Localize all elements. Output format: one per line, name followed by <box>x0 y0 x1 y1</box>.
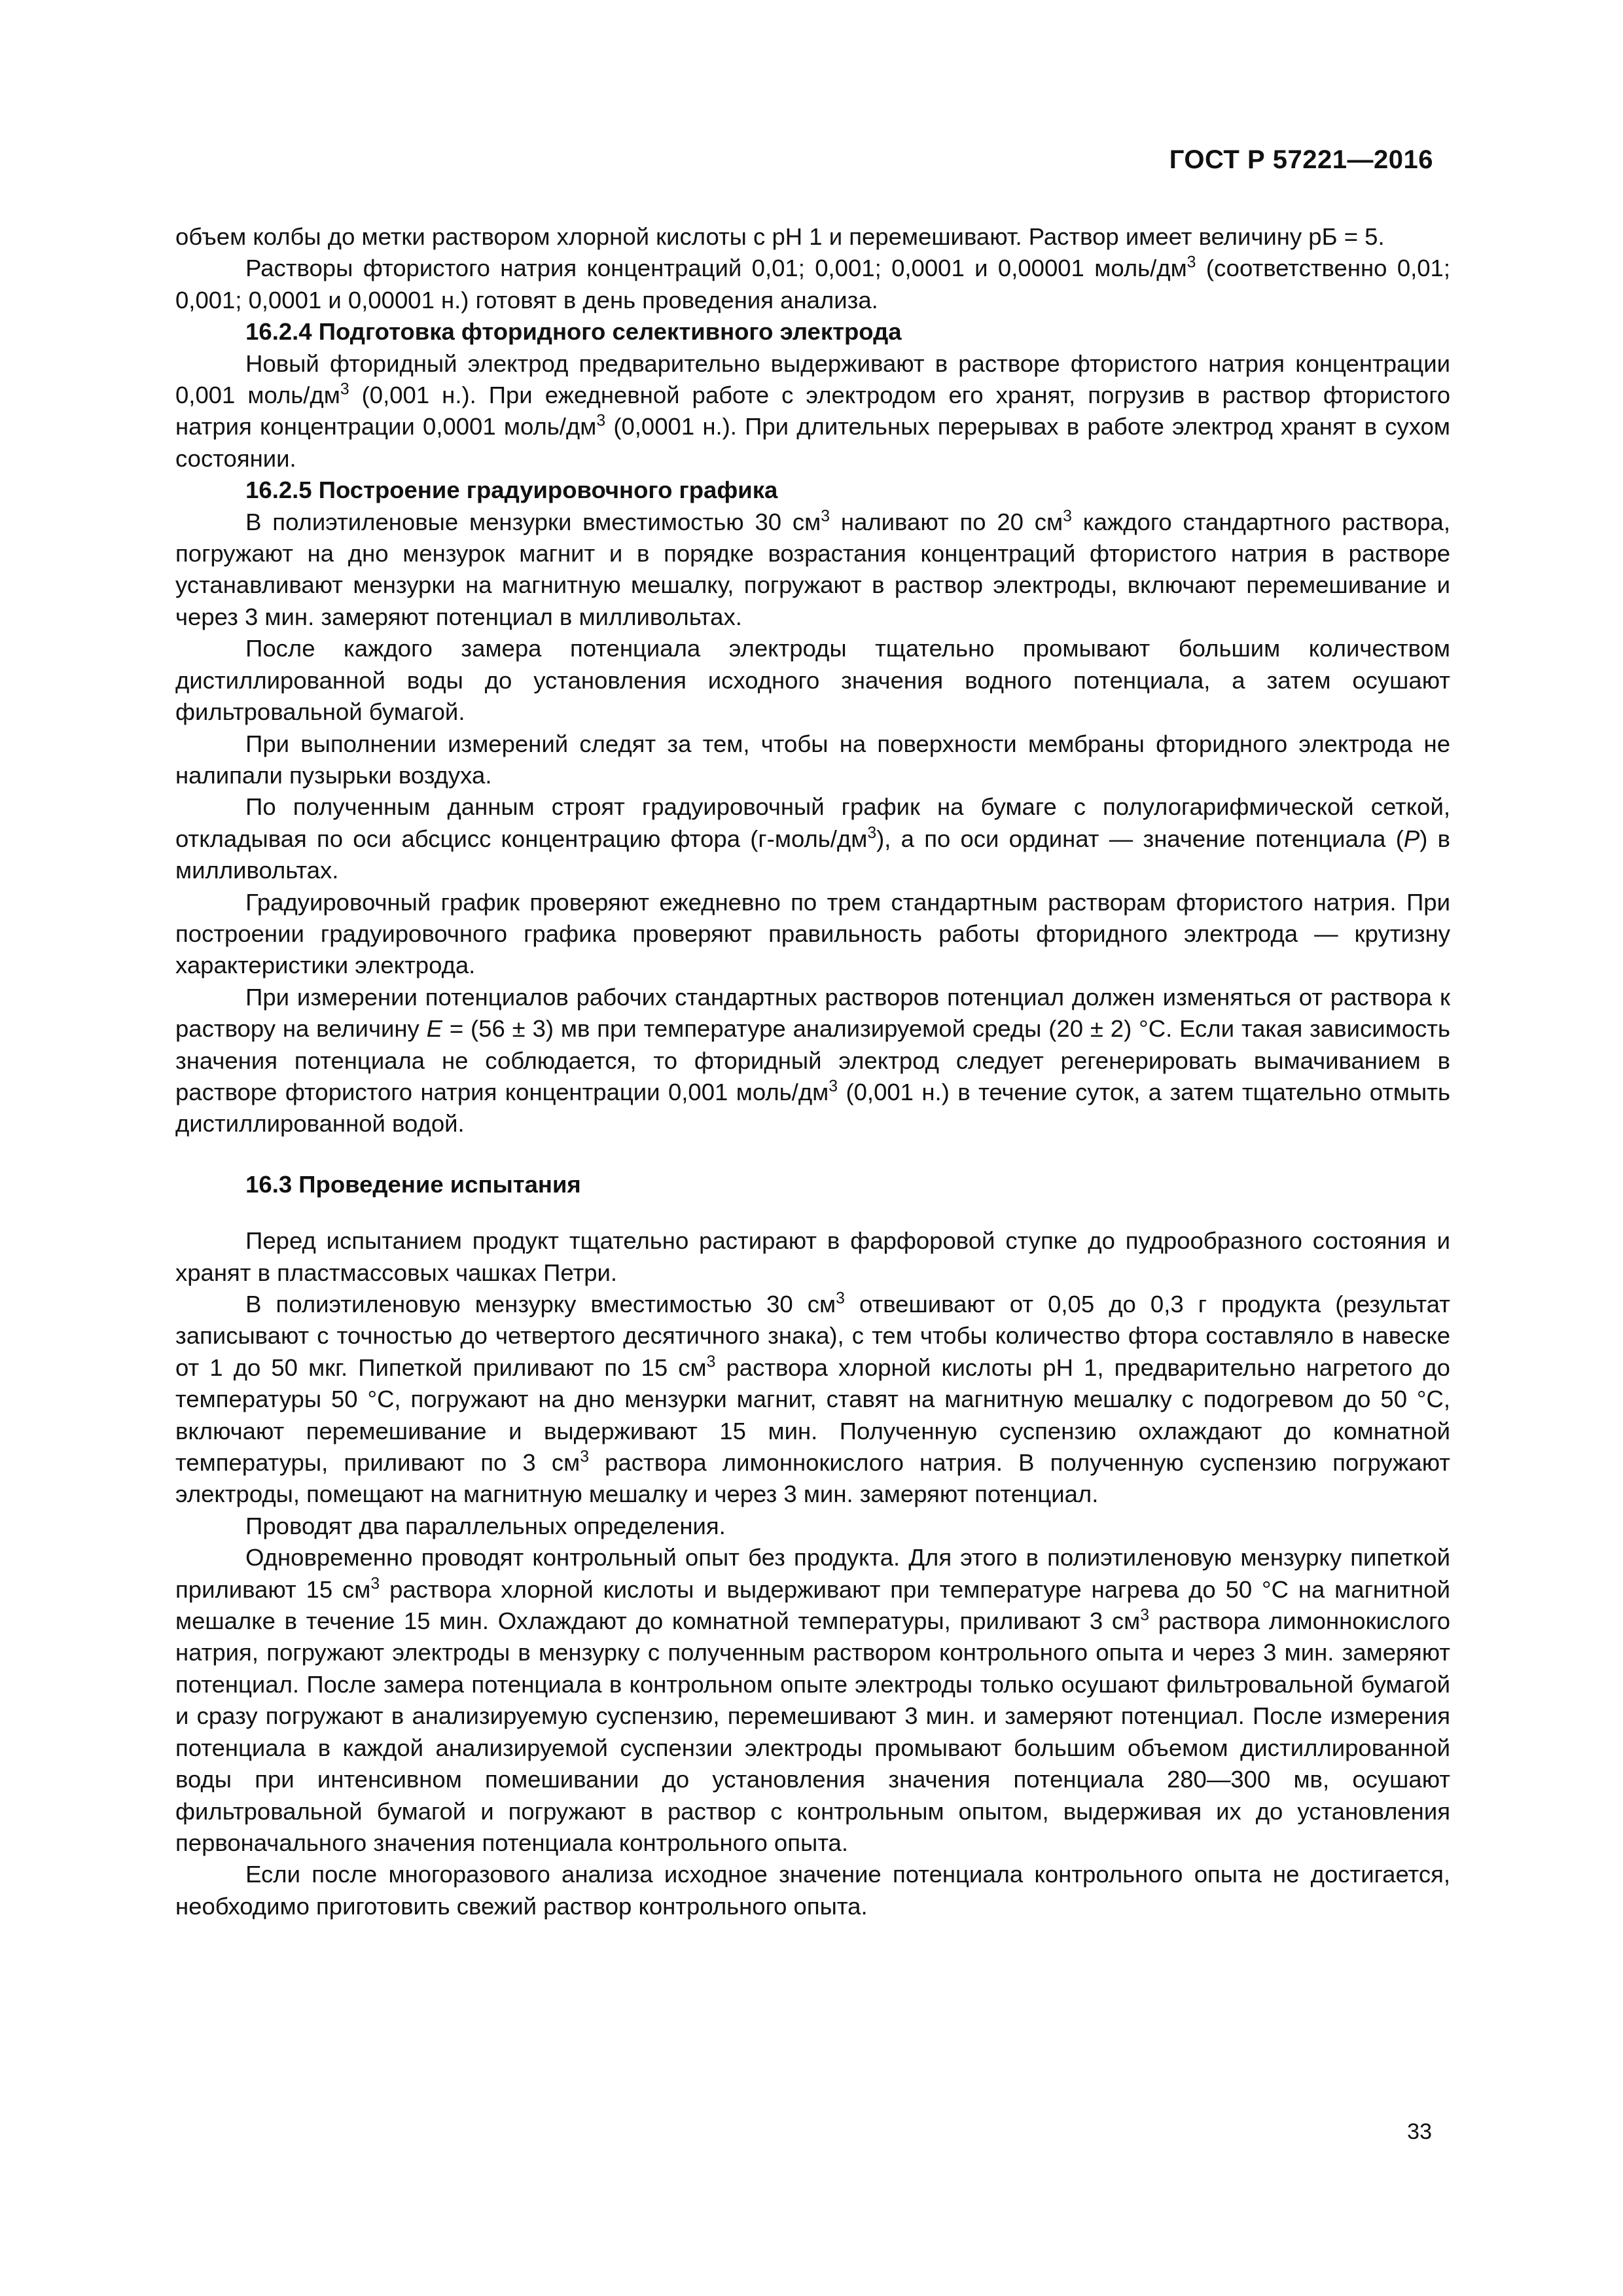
section-heading-16-3: 16.3 Проведение испытания <box>245 1170 581 1198</box>
paragraph-5: После каждого замера потенциала электроды тщательно промывают большим количеством дистиллированной воды до установления исходного значения водного потенциала, а затем осушают фильтровальной бумагой. <box>175 635 1450 726</box>
paragraph-12: Проводят два параллельных определения. <box>245 1512 726 1539</box>
superscript: 3 <box>1063 507 1072 526</box>
superscript: 3 <box>370 1575 380 1593</box>
paragraph-4: В полиэтиленовые мензурки вместимостью 30 $см^3$ наливают по 20 $см^3$ каждого стандартного раствора, погружают на дно мензурок магнит и в порядке возрастания концентраций фтористого натрия в растворе устанавливают мензурки на магнитную мешалку, погружают в раствор электроды, включают перемешивание и через 3 мин. замеряют потенциал в милливольтах. <box>175 507 1450 630</box>
document-id-header: ГОСТ Р 57221—2016 <box>1169 145 1433 174</box>
paragraph-6: При выполнении измерений следят за тем, чтобы на поверхности мембраны фторидного электрода не налипали пузырьки воздуха. <box>175 730 1450 789</box>
document-body <box>175 221 1450 1922</box>
variable-e: E <box>426 1015 442 1043</box>
superscript: 3 <box>596 412 606 430</box>
paragraph-7: По полученным данным строят градуировочный график на бумаге с полулогарифмической сеткой, откладывая по оси абсцисс концентрацию фтора $(г-моль/дм^3)$, а по оси ординат — значение потенциала (P) в милливольтах. <box>175 793 1451 884</box>
paragraph-9: При измерении потенциалов рабочих стандартных растворов потенциал должен изменяться от раствора к раствору на величину E = (56 ± 3) мв при температуре анализируемой среды (20 ± 2) °С. Если такая зависимость значения потенциала не соблюдается, то фторидный электрод следует регенерировать вымачиванием в растворе фтористого натрия концентрации 0,001 моль/$дм^3$ (0,001 н.) в течение суток, а затем тщательно отмыть дистиллированной водой. <box>175 983 1450 1138</box>
superscript: 3 <box>829 1077 838 1096</box>
variable-p: P <box>1403 825 1420 852</box>
paragraph-2: Растворы фтористого натрия концентраций 0,01; 0,001; 0,0001 и 0,00001 моль/$дм^3$ (соответственно 0,01; 0,001; 0,0001 и 0,00001 н.) готовят в день проведения анализа. <box>175 253 1450 314</box>
superscript: 3 <box>867 824 877 842</box>
page-number: 33 <box>1407 2119 1432 2144</box>
section-heading-16-2-5: 16.2.5 Построение градуировочного графика <box>245 476 778 504</box>
superscript: 3 <box>1140 1606 1150 1624</box>
paragraph-14: Если после многоразового анализа исходное значение потенциала контрольного опыта не достигается, необходимо приготовить свежий раствор контрольного опыта. <box>175 1861 1450 1920</box>
superscript: 3 <box>340 380 349 399</box>
superscript: 3 <box>706 1353 716 1371</box>
paragraph-8: Градуировочный график проверяют ежедневно по трем стандартным растворам фтористого натрия. При построении градуировочного графика проверяют правильность работы фторидного электрода — крутизну характеристики электрода. <box>175 888 1450 979</box>
superscript: 3 <box>821 507 830 526</box>
paragraph-10: Перед испытанием продукт тщательно растирают в фарфоровой ступке до пудрообразного состояния и хранят в пластмассовых чашках Петри. <box>175 1227 1450 1286</box>
paragraph-11: В полиэтиленовую мензурку вместимостью 30 $см^3$ отвешивают от 0,05 до 0,3 г продукта (результат записывают с точностью до четвертого десятичного знака), с тем чтобы количество фтора составляло в навеске от 1 до 50 мкг. Пипеткой приливают по 15 $см^3$ раствора хлорной кислоты рН 1, предварительно нагретого до температуры 50 °С, погружают на дно мензурки магнит, ставят на магнитную мешалку с подогревом до 50 °С, включают перемешивание и выдерживают 15 мин. Полученную суспензию охлаждают до комнатной температуры, приливают по 3 $см^3$ раствора лимоннокислого натрия. В полученную суспензию погружают электроды, помещают на магнитную мешалку и через 3 мин. замеряют потенциал. <box>175 1289 1451 1508</box>
section-heading-16-2-4: 16.2.4 Подготовка фторидного селективного электрода <box>245 318 902 346</box>
superscript: 3 <box>1186 253 1196 272</box>
paragraph-3: Новый фторидный электрод предварительно выдерживают в растворе фтористого натрия концентрации 0,001 моль/$дм^3$ (0,001 н.). При ежедневной работе с электродом его хранят, погрузив в раствор фтористого натрия концентрации 0,0001 моль/$дм^3$ (0,0001 н.). При длительных перерывах в работе электрод хранят в сухом состоянии. <box>175 350 1451 472</box>
superscript: 3 <box>580 1448 590 1466</box>
paragraph-1: объем колбы до метки раствором хлорной кислоты с рН 1 и перемешивают. Раствор имеет величину рБ = 5. <box>175 223 1385 250</box>
superscript: 3 <box>836 1289 845 1308</box>
paragraph-13: Одновременно проводят контрольный опыт без продукта. Для этого в полиэтиленовую мензурку пипеткой приливают 15 $см^3$ раствора хлорной кислоты и выдерживают при температуре нагрева до 50 °С на магнитной мешалке в течение 15 мин. Охлаждают до комнатной температуры, приливают 3 $см^3$ раствора лимоннокислого натрия, погружают электроды в мензурку с полученным раствором контрольного опыта и через 3 мин. замеряют потенциал. После замера потенциала в контрольном опыте электроды только осушают фильтровальной бумагой и сразу погружают в анализируемую суспензию, перемешивают 3 мин. и замеряют потенциал. После измерения потенциала в каждой анализируемой суспензии электроды промывают большим объемом дистиллированной воды при интенсивном помешивании до установления значения потенциала 280—300 мв, осушают фильтровальной бумагой и погружают в раствор с контрольным опытом, выдерживая их до установления первоначального значения потенциала контрольного опыта. <box>175 1544 1450 1856</box>
